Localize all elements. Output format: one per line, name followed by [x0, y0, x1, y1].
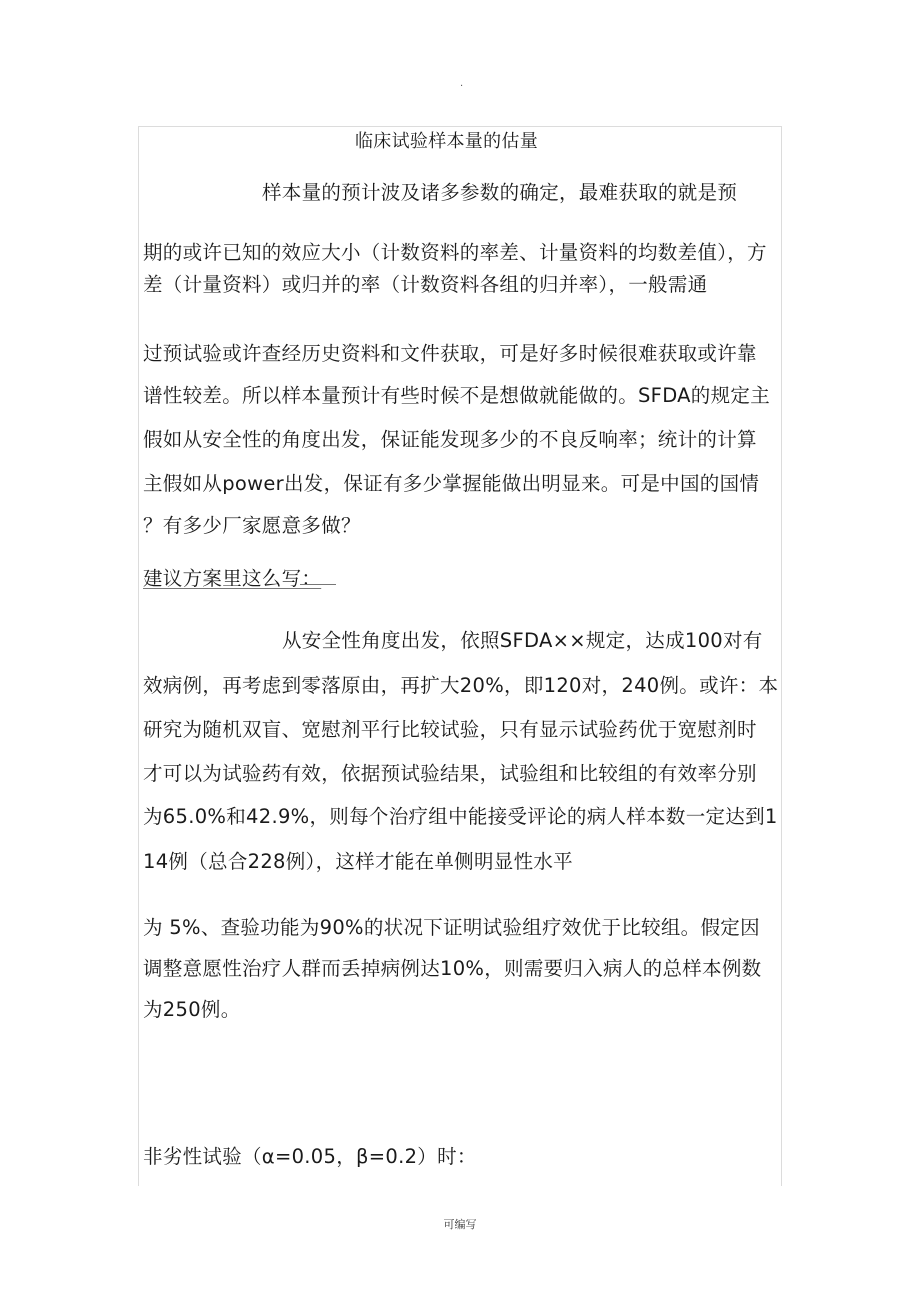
paragraph-line: 主假如从power出发，保证有多少掌握能做出明显来。可是中国的国情 [143, 472, 760, 495]
paragraph-line: 差（计量资料）或归并的率（计数资料各组的归并率），一般需通 [143, 273, 708, 296]
paragraph-line: 研究为随机双盲、宽慰剂平行比较试验，只有显示试验药优于宽慰剂时 [143, 718, 757, 741]
paragraph-line: 谱性较差。所以样本量预计有些时候不是想做就能做的。SFDA的规定主 [143, 384, 771, 407]
paragraph-line: 调整意愿性治疗人群而丢掉病例达10%，则需要归入病人的总样本例数 [143, 957, 762, 980]
paragraph-line: 过预试验或许查经历史资料和文件获取，可是好多时候很难获取或许靠 [143, 342, 757, 365]
paragraph-line: 从安全性角度出发，依照SFDA××规定，达成100对有 [282, 629, 763, 652]
paragraph-line: 效病例，再考虑到零落原由，再扩大20%，即120对，240例。或许：本 [143, 674, 779, 697]
paragraph-line: 假如从安全性的角度出发，保证能发现多少的不良反响率；统计的计算 [143, 428, 757, 451]
footer-label: 可编写 [443, 1218, 477, 1231]
section-heading: 建议方案里这么写： [143, 567, 322, 590]
paragraph-line: 为 5%、查验功能为90%的状况下证明试验组疗效优于比较组。假定因 [143, 916, 760, 939]
paragraph-line: 14例（总合228例），这样才能在单侧明显性水平 [143, 850, 573, 873]
paragraph-line: 期的或许已知的效应大小（计数资料的率差、计量资料的均数差值），方 [143, 241, 767, 264]
header-marker: . [460, 78, 464, 89]
paragraph-line: 为250例。 [143, 998, 241, 1021]
paragraph-line: 样本量的预计波及诸多参数的确定，最难获取的就是预 [262, 181, 738, 204]
underline-stroke [300, 584, 336, 585]
paragraph-line: ？有多少厂家愿意多做？ [143, 514, 361, 537]
paragraph-line: 非劣性试验（α=0.05，β=0.2）时： [143, 1145, 477, 1168]
paragraph-line: 才可以为试验药有效，依据预试验结果，试验组和比较组的有效率分别 [143, 762, 757, 785]
document-title: 临床试验样本量的估量 [355, 131, 538, 152]
paragraph-line: 为65.0%和42.9%，则每个治疗组中能接受评论的病人样本数一定达到1 [143, 805, 778, 828]
